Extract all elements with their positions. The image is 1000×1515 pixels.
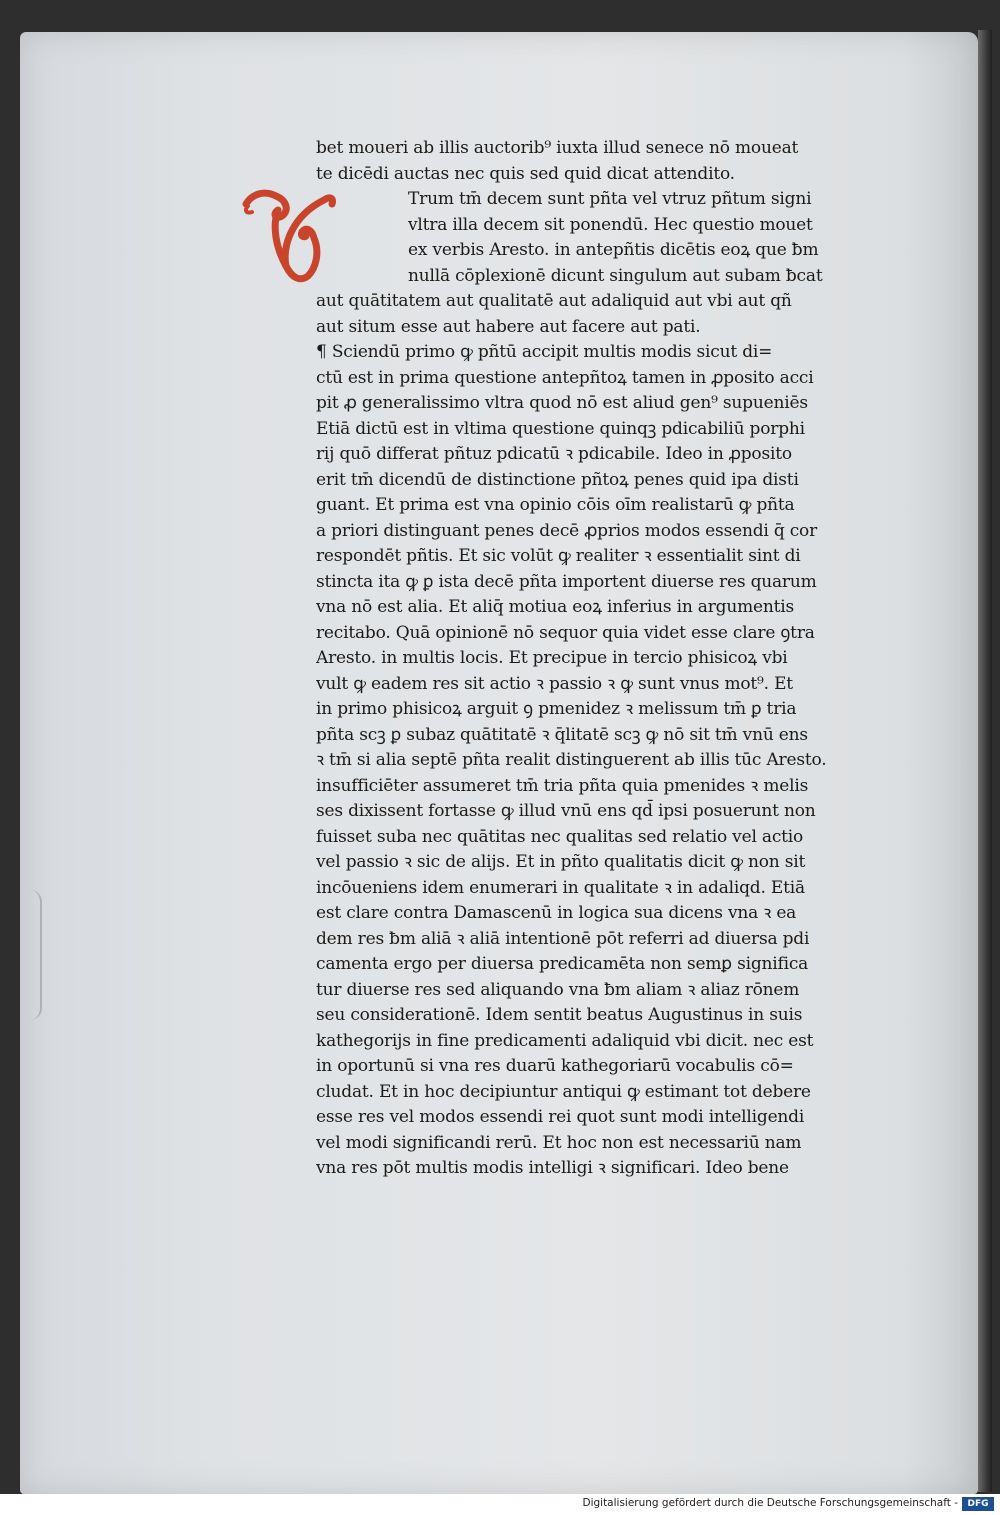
footer-bar xyxy=(0,1494,1000,1515)
text-line: recitabo. Quā opinionē nō sequor quia videt esse clare ꝯtra xyxy=(316,622,815,643)
text-line: est clare contra Damascenū in logica sua dicens vna ꝛ ea xyxy=(316,903,797,923)
text-line: vna res pōt multis modis intelligi ꝛ significari. Ideo bene xyxy=(316,1158,789,1178)
book-edge xyxy=(978,30,992,1492)
text-line: a priori distinguant penes decē ꝓprios modos essendi q̄ cor xyxy=(316,520,817,541)
text-line: vna nō est alia. Et aliq̄ motiua eoꝝ inferius in argumentis xyxy=(316,597,795,617)
text-line: camenta ergo per diuersa predicamēta non semꝑ significa xyxy=(316,954,809,974)
text-line: vult ꝙ eadem res sit actio ꝛ passio ꝛ ꝙ sunt vnus mot⁹. Et xyxy=(316,673,793,694)
text-line: rij quō differat pñtuz pdicatū ꝛ pdicabile. Ideo in ꝓposito xyxy=(316,444,792,464)
text-line: bet moueri ab illis auctorib⁹ iuxta illud senece nō moueat xyxy=(316,138,799,158)
text-line: Trum tm̄ decem sunt pñta vel vtruz pñtum signi xyxy=(408,189,812,209)
text-line: in oportunū si vna res duarū kathegoriarū vocabulis cō= xyxy=(316,1056,794,1076)
text-line: vltra illa decem sit ponendū. Hec questio mouet xyxy=(408,214,813,235)
text-line: kathegorijs in fine predicamenti adaliquid vbi dicit. nec est xyxy=(316,1030,814,1051)
text-line: ¶ Sciendū primo ꝙ pñtū accipit multis modis sicut di= xyxy=(316,342,773,362)
text-line: dem res ƀm aliā ꝛ aliā intentionē pōt referri ad diuersa pdi xyxy=(316,928,810,949)
text-line: stincta ita ꝙ ꝑ ista decē pñta importent diuerse res quarum xyxy=(316,571,817,592)
text-line: incōueniens idem enumerari in qualitate ꝛ in adaliqd. Etiā xyxy=(316,877,805,898)
text-line: aut situm esse aut habere aut facere aut pati. xyxy=(316,316,701,337)
text-line: Etiā dictū est in vltima questione quinqꝫ pdicabiliū porphi xyxy=(316,418,805,439)
text-line: esse res vel modos essendi rei quot sunt modi intelligendi xyxy=(316,1107,805,1127)
text-line: in primo phisicoꝝ arguit ꝯ pmenidez ꝛ melissum tm̄ ꝑ tria xyxy=(316,699,797,719)
text-line: te dicēdi auctas nec quis sed quid dicat attendito. xyxy=(316,163,735,184)
text-line: seu considerationē. Idem sentit beatus Augustinus in suis xyxy=(316,1005,803,1025)
text-line: ꝛ tm̄ si alia septē pñta realit distinguerent ab illis tūc Aresto. xyxy=(316,750,827,770)
funding-credit: Digitalisierung gefördert durch die Deutsche Forschungsgemeinschaft - xyxy=(582,1497,958,1509)
text-line: aut quātitatem aut qualitatē aut adaliquid aut vbi aut qñ xyxy=(316,291,792,311)
text-line: Aresto. in multis locis. Et precipue in tercio phisicoꝝ vbi xyxy=(316,648,788,668)
text-line: insufficiēter assumeret tm̄ tria pñta quia pmenides ꝛ melis xyxy=(316,775,809,796)
text-line: nullā cōplexionē dicunt singulum aut subam ƀcat xyxy=(408,265,823,286)
text-line: guant. Et prima est vna opinio cōis oīm realistarū ꝙ pñta xyxy=(316,495,795,515)
clasp-mark xyxy=(20,890,42,1020)
text-block xyxy=(316,136,936,1182)
text-line: pñta scꝫ ꝑ subaz quātitatē ꝛ q̄litatē scꝫ ꝙ nō sit tm̄ vnū ens xyxy=(316,724,808,745)
dfg-logo: DFG xyxy=(962,1497,994,1511)
text-line: cludat. Et in hoc decipiuntur antiqui ꝙ estimant tot debere xyxy=(316,1081,811,1102)
text-line: pit ꝓ generalissimo vltra quod nō est aliud gen⁹ supueniēs xyxy=(316,393,808,413)
text-line: ctū est in prima questione antepñtoꝝ tamen in ꝓposito acci xyxy=(316,367,814,388)
text-line: ex verbis Aresto. in antepñtis dicētis eoꝝ que ƀm xyxy=(408,240,819,260)
text-line: ses dixissent fortasse ꝙ illud vnū ens qd̄ ipsi posuerunt non xyxy=(316,801,816,821)
text-line: respondēt pñtis. Et sic volūt ꝙ realiter ꝛ essentialit sint di xyxy=(316,546,801,566)
text-line: fuisset suba nec quātitas nec qualitas sed relatio vel actio xyxy=(316,826,804,847)
text-line: erit tm̄ dicendū de distinctione pñtoꝝ penes quid ipa disti xyxy=(316,469,799,490)
text-line: vel passio ꝛ sic de alijs. Et in pñto qualitatis dicit ꝙ non sit xyxy=(316,852,806,872)
text-line: tur diuerse res sed aliquando vna ƀm aliam ꝛ aliaz rōnem xyxy=(316,979,800,1000)
text-line: vel modi significandi rerū. Et hoc non est necessariū nam xyxy=(316,1132,802,1153)
